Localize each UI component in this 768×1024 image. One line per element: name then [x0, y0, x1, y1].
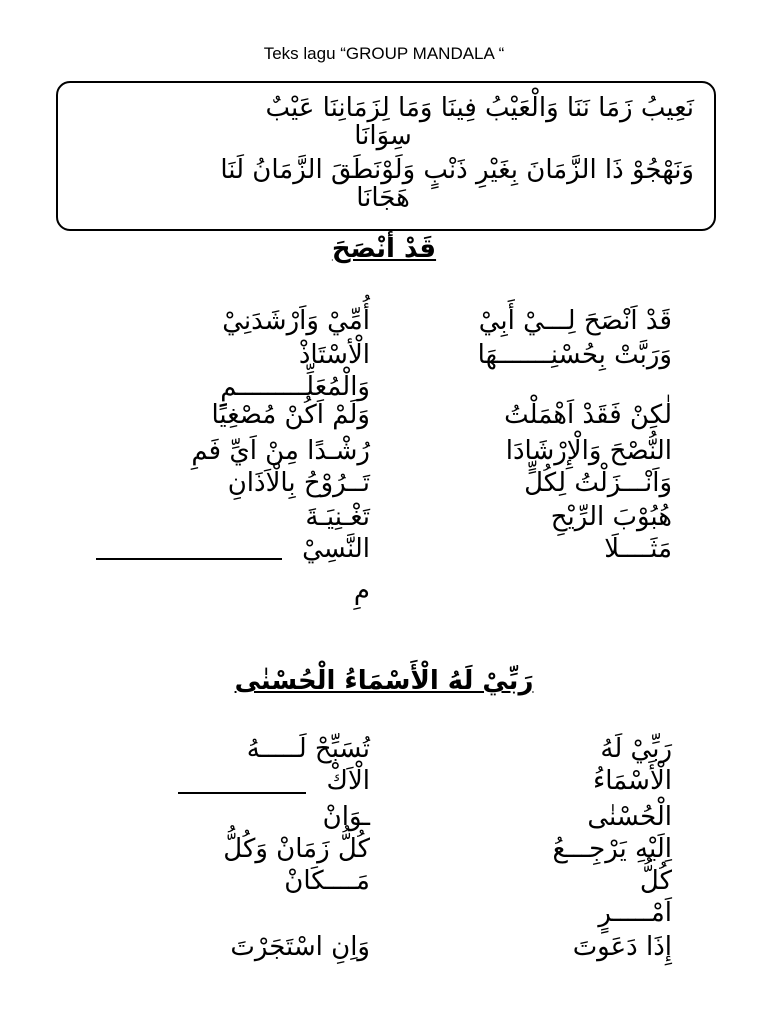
- song2-row4-left: كُلُّ زَمَانْ وَكُلُّ: [223, 834, 370, 864]
- song2-row1-right: رَبِّيْ لَهُ: [600, 734, 672, 764]
- song1-row6-left: تَــرُوْحُ بِالْاَذَانِ: [227, 468, 370, 498]
- song2-row2-underline: [178, 792, 306, 794]
- song1-row1-left: أُمِّيْ وَاَرْشَدَنِيْ: [222, 306, 370, 336]
- song2-row4-right: اِلَيْهِ يَرْجِـــعُ: [552, 834, 672, 864]
- song2-row2-right: الْأَسْمَاءُ: [592, 766, 672, 796]
- page-header: Teks lagu “GROUP MANDALA “: [263, 44, 505, 63]
- verse-line-1: نَعِيبُ زَمَا نَنَا وَالْعَيْبُ فِينَا وَمَا لِزَمَانِنَا عَيْبٌ: [265, 93, 694, 123]
- song1-row2-right: وَرَبَّتْ بِحُسْنِـــــــهَا: [477, 340, 672, 370]
- verse-line-2-wrap: هَجَانَا: [356, 183, 410, 213]
- song2-row1-left: تُسَبِّحْ لَـــــهُ: [246, 734, 370, 764]
- song2-row6-right: اَمْـــــرٍ: [598, 898, 672, 928]
- song1-row6-right: وَاَنْـــزَلْتُ لِكُلٍّ: [524, 468, 672, 498]
- song1-row7-left: تَغْـنِيَـةَ: [305, 502, 370, 532]
- verse-box: [56, 81, 716, 231]
- song1-row2-left: الْأسْتَاذْ: [298, 340, 370, 370]
- song1-title: قَدْ أنْصَحَ: [331, 234, 437, 264]
- song2-title: رَبِّيْ لَهُ الْأَسْمَاءُ الْحُسْنٰى: [234, 666, 534, 696]
- song1-row5-right: النُّصْحَ وَالْإِرْشَادَا: [505, 436, 672, 466]
- song2-row2-left: الْاَكْ: [326, 766, 370, 796]
- song2-row3-right: الْحُسْنٰى: [587, 802, 672, 832]
- song2-row5-right: كُلُّ: [639, 866, 672, 896]
- verse-line-2: وَنَهْجُوْ ذَا الزَّمَانَ بِغَيْرِ ذَنْبٍ وَلَوْنَطَقَ الزَّمَانُ لَنَا: [220, 155, 694, 185]
- song1-row8-right: مَثَــــلَا: [604, 534, 672, 564]
- song1-row4-right: لٰكِنْ فَقَدْ اَهْمَلْتُ: [504, 400, 672, 430]
- song2-row7-right: إِذَا دَعَوتَ: [572, 932, 672, 962]
- song1-row8-underline: [96, 558, 282, 560]
- song1-row9-left: مِ: [353, 576, 370, 606]
- song1-row3-left: وَالْمُعَلِّـــــــــمِ: [220, 372, 370, 402]
- song1-row1-right: قَدْ اَنْصَحَ لِـــيْ أَبِيْ: [478, 306, 672, 336]
- song2-row7-left: وَاِنِ اسْتَجَرْتَ: [230, 932, 370, 962]
- song2-row5-left: مَــــكَانْ: [284, 866, 370, 896]
- song1-row5-left: رُشْـدًا مِنْ اَيِّ فَمِ: [191, 436, 370, 466]
- song1-row4-left: وَلَمْ اَكُنْ مُصْغِيًا: [211, 400, 370, 430]
- song1-row8-left: النَّسِيْ: [302, 534, 370, 564]
- verse-line-1-wrap: سِوَانَا: [354, 121, 412, 151]
- song2-row3-left: ـوَانْ: [322, 802, 370, 832]
- song1-row7-right: هُبُوْبَ الرِّيْحِ: [550, 502, 672, 532]
